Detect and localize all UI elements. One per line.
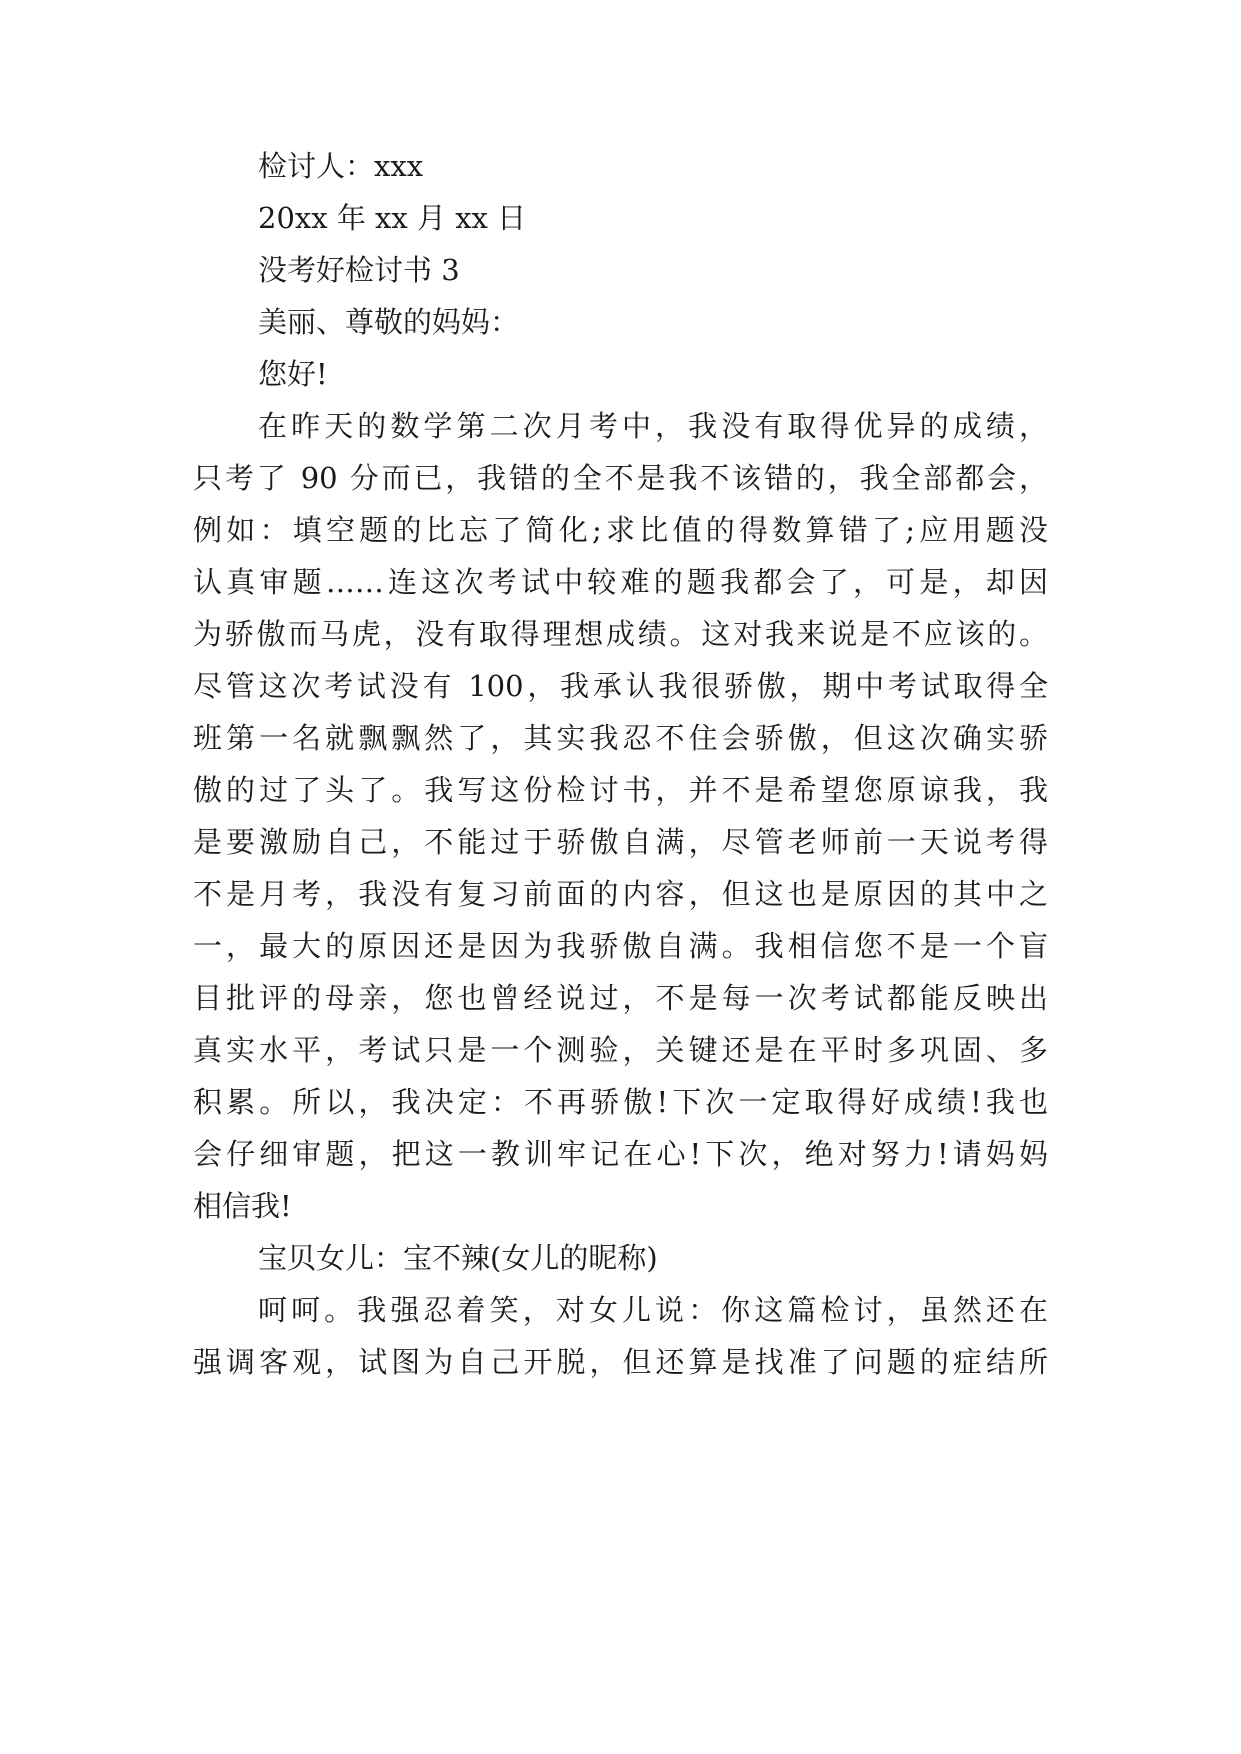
body-line: 目批评的母亲，您也曾经说过，不是每一次考试都能反映出 — [193, 981, 1048, 1015]
body-line: 认真审题……连这次考试中较难的题我都会了，可是，却因 — [193, 565, 1048, 599]
body-line: 是要激励自己，不能过于骄傲自满，尽管老师前一天说考得 — [193, 825, 1048, 859]
greeting: 您好! — [258, 357, 328, 391]
body-line: 真实水平，考试只是一个测验，关键还是在平时多巩固、多 — [193, 1033, 1048, 1067]
document-title: 没考好检讨书 3 — [258, 253, 460, 287]
reply-line: 呵呵。我强忍着笑，对女儿说：你这篇检讨，虽然还在 — [258, 1293, 1048, 1327]
closing-signature: 宝贝女儿：宝不辣(女儿的昵称) — [258, 1241, 658, 1275]
body-line: 一，最大的原因还是因为我骄傲自满。我相信您不是一个盲 — [193, 929, 1048, 963]
reply-line: 强调客观，试图为自己开脱，但还算是找准了问题的症结所 — [193, 1345, 1048, 1379]
body-line: 只考了 90 分而已，我错的全不是我不该错的，我全部都会， — [193, 461, 1048, 495]
body-line: 相信我! — [193, 1189, 292, 1223]
date-line: 20xx 年 xx 月 xx 日 — [258, 201, 527, 235]
body-line: 为骄傲而马虎，没有取得理想成绩。这对我来说是不应该的。 — [193, 617, 1048, 651]
salutation: 美丽、尊敬的妈妈： — [258, 305, 520, 339]
body-line: 积累。所以，我决定：不再骄傲!下次一定取得好成绩!我也 — [193, 1085, 1048, 1119]
body-line: 例如：填空题的比忘了简化;求比值的得数算错了;应用题没 — [193, 513, 1048, 547]
signer-line: 检讨人：xxx — [258, 149, 424, 183]
body-line: 班第一名就飘飘然了，其实我忍不住会骄傲，但这次确实骄 — [193, 721, 1048, 755]
body-line: 在昨天的数学第二次月考中，我没有取得优异的成绩， — [258, 409, 1048, 443]
body-line: 傲的过了头了。我写这份检讨书，并不是希望您原谅我，我 — [193, 773, 1048, 807]
body-line: 不是月考，我没有复习前面的内容，但这也是原因的其中之 — [193, 877, 1048, 911]
body-line: 尽管这次考试没有 100，我承认我很骄傲，期中考试取得全 — [193, 669, 1048, 703]
body-line: 会仔细审题，把这一教训牢记在心!下次，绝对努力!请妈妈 — [193, 1137, 1048, 1171]
